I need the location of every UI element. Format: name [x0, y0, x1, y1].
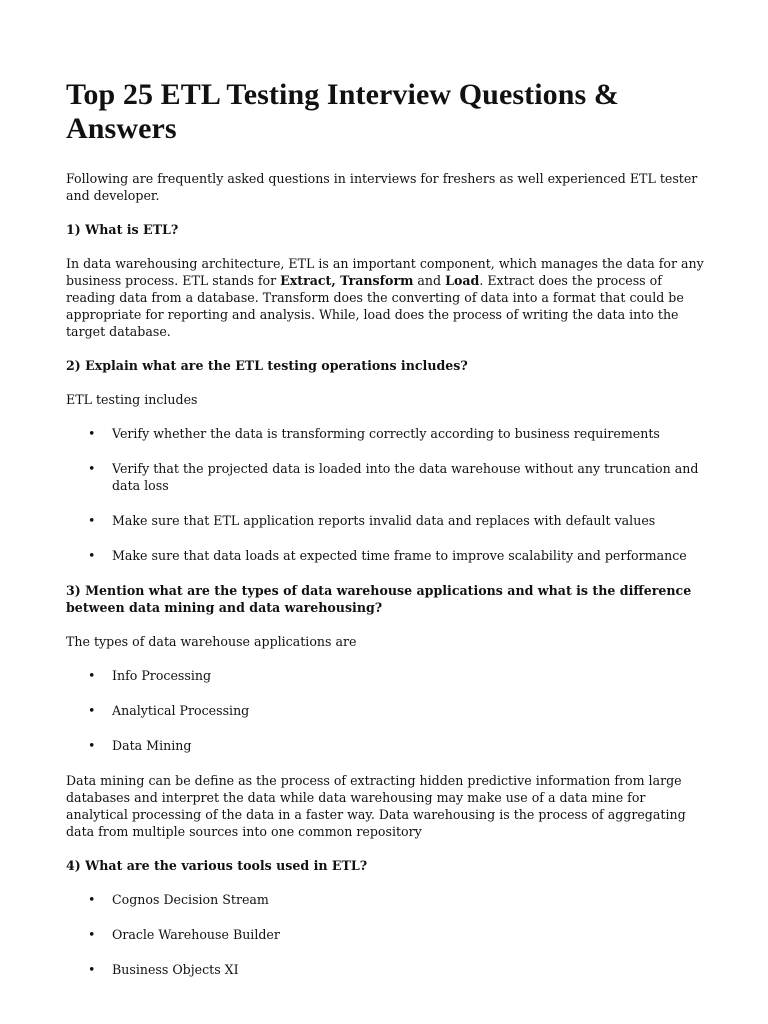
list-item [66, 926, 706, 943]
intro-paragraph: Following are frequently asked questions in interviews for freshers as well experienced ETL tester and developer. [66, 171, 698, 203]
list-item-text: Data Mining [112, 738, 192, 753]
answer-2-lead: ETL testing includes [66, 392, 198, 407]
list-item [66, 667, 706, 684]
answer-3-paragraph: Data mining can be define as the process of extracting hidden predictive information from large databases and interpret the data while data warehousing may make use of a data mine for analytical processing of the data in a faster way. Data warehousing is the process of aggregating data from multiple sources into one common repository [66, 773, 686, 839]
warehouse-app-types-list [66, 667, 706, 754]
bullet-icon: • [88, 927, 96, 942]
answer-1-text-c: and [413, 273, 446, 288]
document-title: Top 25 ETL Testing Interview Questions & Answers [66, 78, 620, 145]
list-item [66, 737, 706, 754]
list-item-text: Verify whether the data is transforming correctly according to business requirements [112, 426, 660, 441]
etl-testing-list [66, 425, 706, 564]
bullet-icon: • [88, 668, 96, 683]
list-item [66, 891, 706, 908]
list-item [66, 702, 706, 719]
answer-1-text-a: In data warehousing architecture, ETL is an important component, which manages the data for any business process. ETL stands for [66, 256, 704, 288]
bullet-icon: • [88, 962, 96, 977]
bullet-icon: • [88, 703, 96, 718]
bullet-icon: • [88, 461, 96, 476]
answer-1-bold-extract-transform: Extract, Transform [280, 273, 414, 288]
answer-1-paragraph [66, 255, 706, 340]
list-item-text: Business Objects XI [112, 962, 239, 977]
list-item [66, 961, 706, 978]
list-item [66, 547, 706, 564]
list-item-text: Verify that the projected data is loaded into the data warehouse without any truncation and data loss [112, 461, 699, 493]
list-item-text: Analytical Processing [112, 703, 250, 718]
list-item-text: Info Processing [112, 668, 212, 683]
bullet-icon: • [88, 513, 96, 528]
list-item-text: Oracle Warehouse Builder [112, 927, 280, 942]
question-3-heading: 3) Mention what are the types of data warehouse applications and what is the difference between data mining and data warehousing? [66, 583, 692, 615]
answer-1-bold-load: Load [445, 273, 480, 288]
bullet-icon: • [88, 548, 96, 563]
bullet-icon: • [88, 426, 96, 441]
bullet-icon: • [88, 892, 96, 907]
list-item [66, 512, 706, 529]
question-2-heading: 2) Explain what are the ETL testing operations includes? [66, 358, 468, 373]
list-item-text: Make sure that data loads at expected time frame to improve scalability and performance [112, 548, 687, 563]
list-item-text: Make sure that ETL application reports invalid data and replaces with default values [112, 513, 656, 528]
list-item [66, 425, 706, 442]
etl-tools-list [66, 891, 706, 978]
question-4-heading: 4) What are the various tools used in ETL? [66, 858, 368, 873]
bullet-icon: • [88, 738, 96, 753]
list-item [66, 460, 706, 494]
list-item-text: Cognos Decision Stream [112, 892, 269, 907]
answer-1-text-d: . Extract does the process of reading data from a database. Transform does the converting of data into a format that could be appropriate for reporting and analysis. While, load does the process of writing the data into the target database. [66, 273, 684, 339]
answer-3-lead: The types of data warehouse applications are [66, 634, 357, 649]
question-1-heading: 1) What is ETL? [66, 222, 179, 237]
